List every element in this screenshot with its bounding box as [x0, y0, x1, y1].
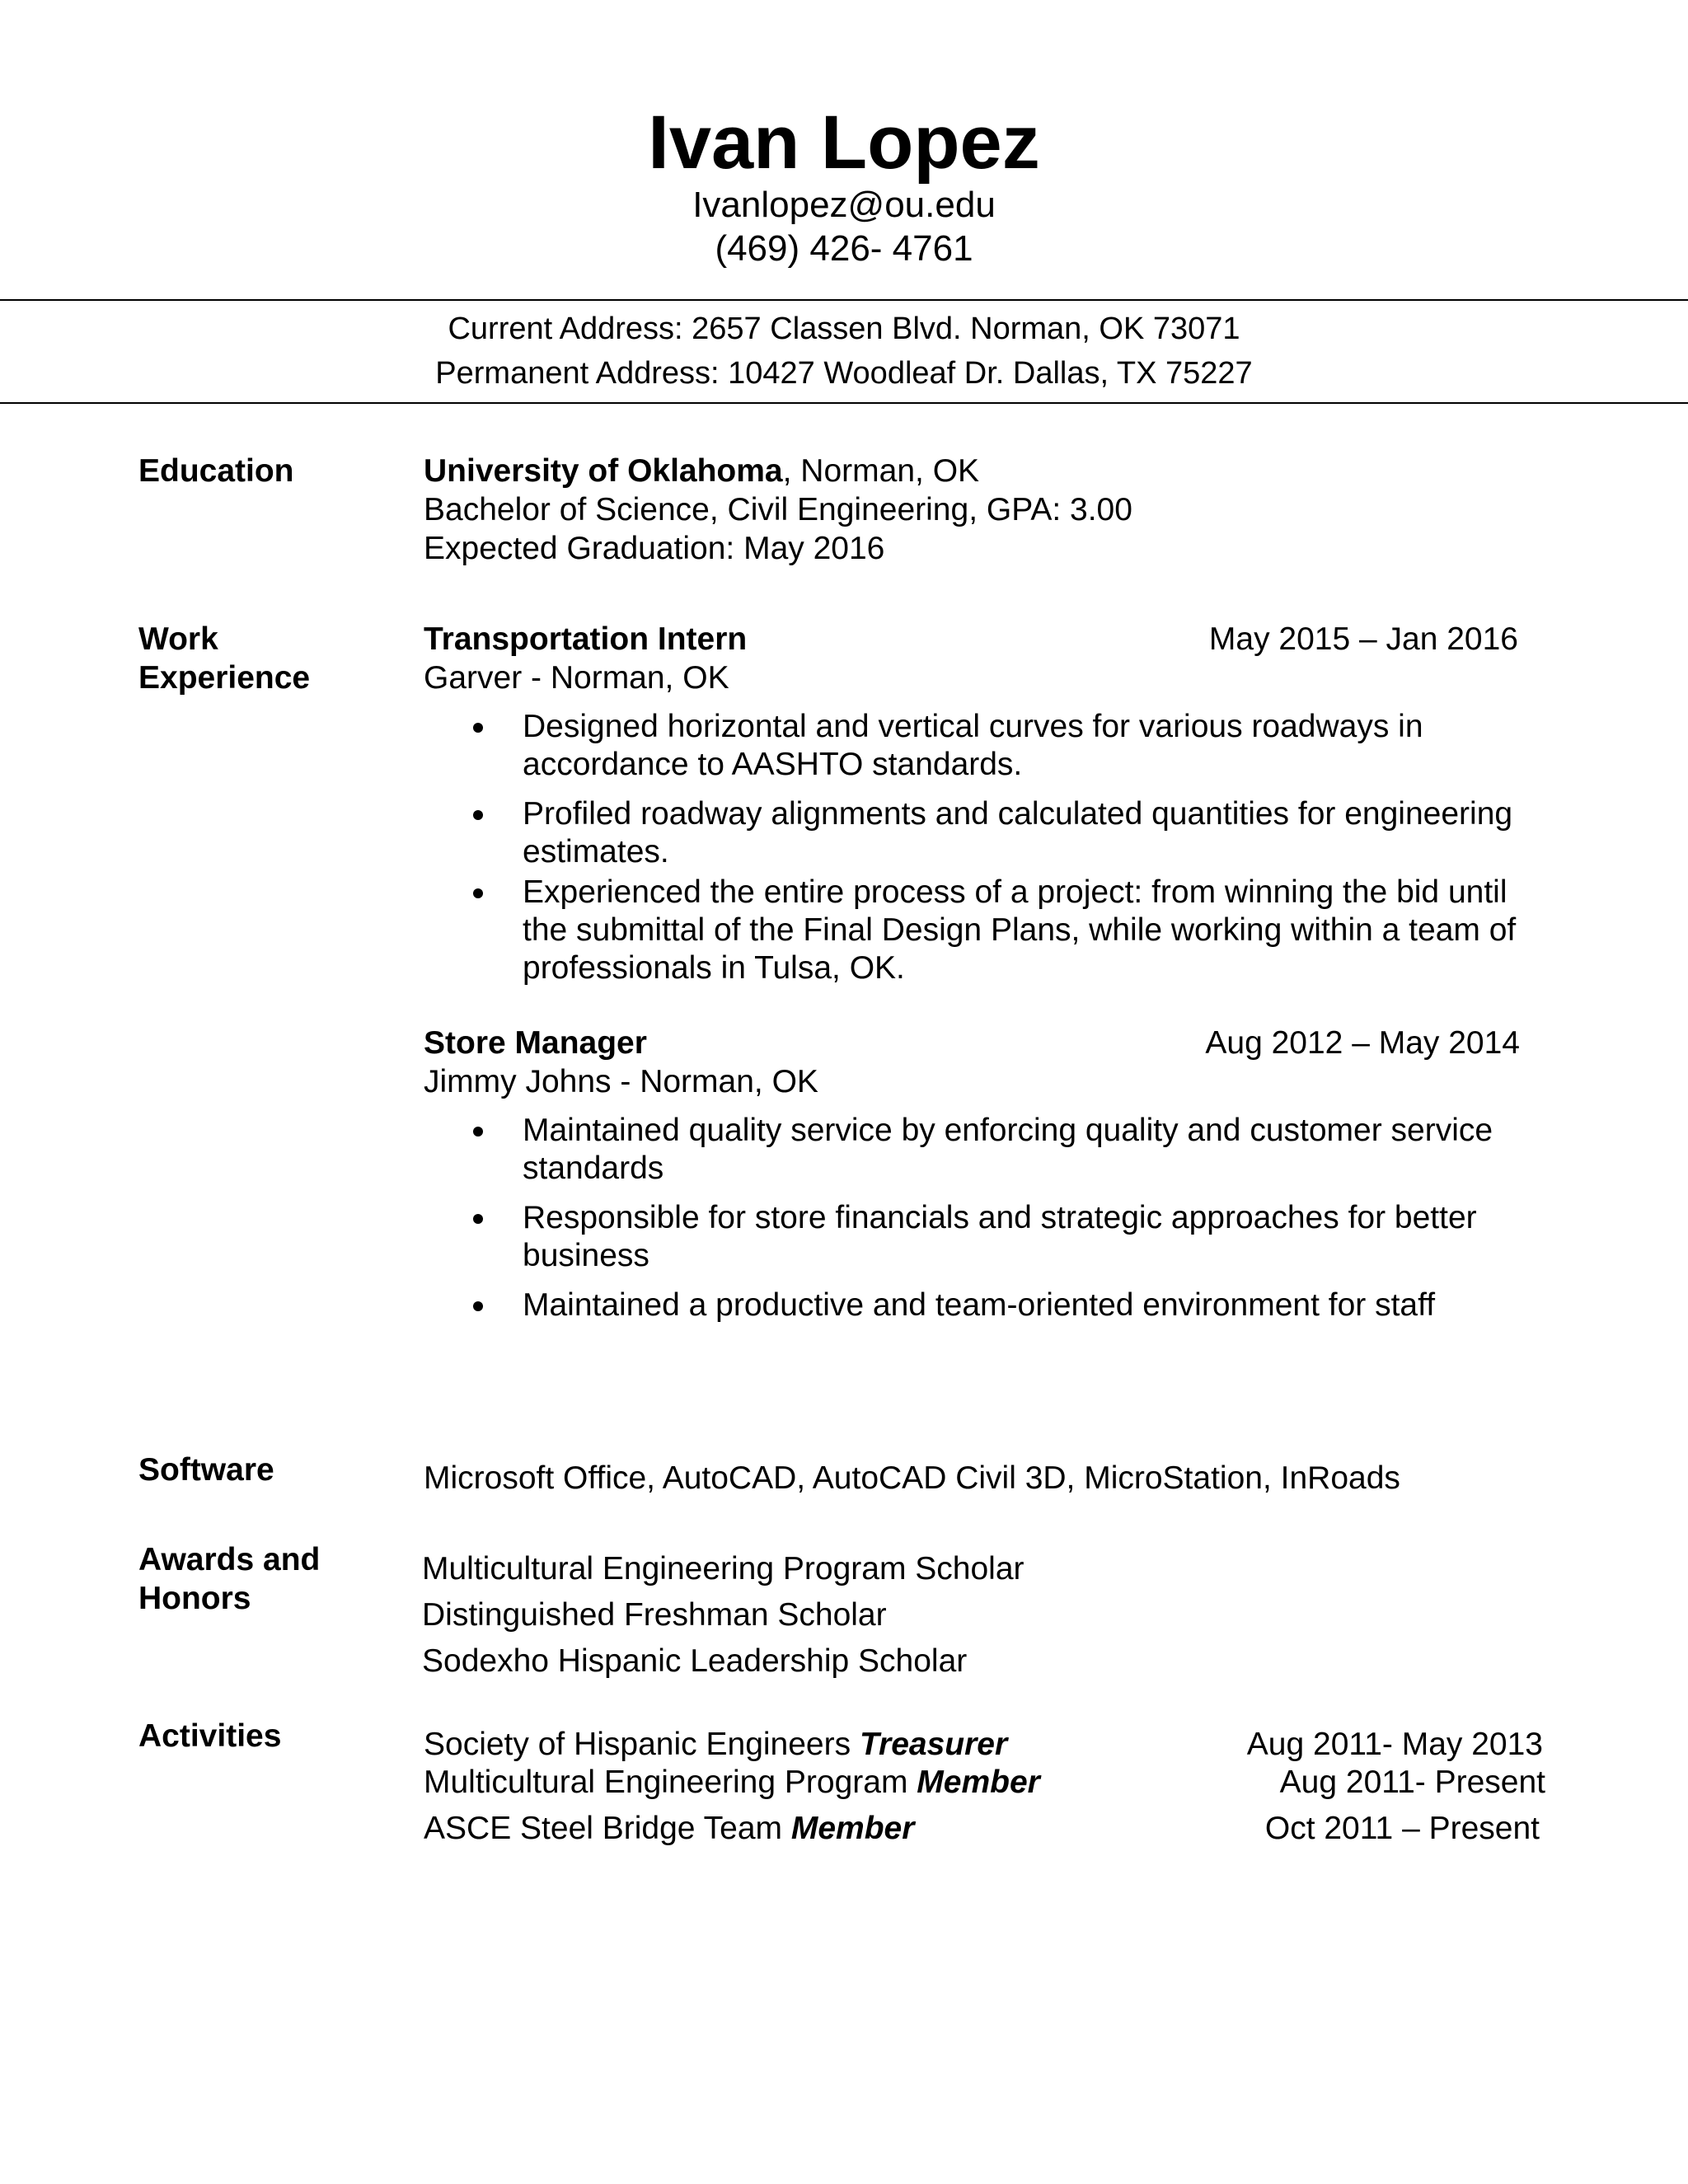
job-company: Jimmy Johns - Norman, OK [424, 1064, 818, 1099]
bullet-icon [473, 1301, 483, 1311]
job-dates: Aug 2012 – May 2014 [1205, 1025, 1520, 1061]
job-bullet-list [0, 1112, 1536, 1324]
candidate-name: Ivan Lopez [648, 101, 1040, 185]
bullet-text: Responsible for store financials and strategic approaches for better business [523, 1200, 1477, 1273]
section-label-activities: Activities [138, 1718, 282, 1754]
activity-role: Treasurer [859, 1727, 1008, 1762]
activity-dates: Oct 2011 – Present [1264, 1811, 1540, 1846]
graduation: Expected Graduation: May 2016 [424, 531, 885, 566]
list-item [0, 708, 1536, 784]
section-label-software: Software [138, 1452, 274, 1488]
bullet-icon [473, 723, 483, 733]
activity-dates: Aug 2011- Present [1279, 1765, 1545, 1800]
degree: Bachelor of Science, Civil Engineering, GPA: 3.00 [424, 492, 1132, 527]
list-item [0, 1286, 1536, 1324]
activity-dates: Aug 2011- May 2013 [1246, 1727, 1543, 1762]
activity-item [424, 1725, 1007, 1764]
bullet-icon [473, 1127, 483, 1137]
list-item: Sodexho Hispanic Leadership Scholar [422, 1643, 968, 1679]
school-name: University of Oklahoma [424, 453, 783, 489]
section-label-honors: Honors [138, 1581, 251, 1616]
permanent-address: Permanent Address: 10427 Woodleaf Dr. Dallas, TX 75227 [435, 356, 1253, 391]
header-divider-bottom [0, 402, 1688, 404]
school-location: , Norman, OK [782, 453, 980, 489]
bullet-text: Profiled roadway alignments and calculated quantities for engineering estimates. [523, 796, 1513, 869]
bullet-text: Designed horizontal and vertical curves for various roadways in accordance to AASHTO standards. [523, 709, 1423, 782]
list-item: Distinguished Freshman Scholar [422, 1597, 887, 1633]
job-title: Store Manager [424, 1025, 647, 1061]
job-title: Transportation Intern [424, 621, 748, 657]
section-label-awards: Awards and [138, 1542, 321, 1577]
current-address: Current Address: 2657 Classen Blvd. Norman, OK 73071 [448, 312, 1240, 346]
bullet-icon [473, 888, 483, 898]
bullet-icon [473, 810, 483, 820]
list-item [0, 1112, 1536, 1188]
list-item: Multicultural Engineering Program Scholar [422, 1551, 1025, 1586]
job-bullet-list [0, 708, 1536, 987]
education-school-line [424, 452, 979, 490]
activity-org: Society of Hispanic Engineers [424, 1727, 860, 1762]
activity-item [424, 1809, 914, 1848]
list-item [0, 874, 1536, 987]
activity-item [424, 1763, 1040, 1802]
bullet-text: Experienced the entire process of a project: from winning the bid until the submittal of the Final Design Plans, while working within a team of professionals in Tulsa, OK. [523, 874, 1517, 986]
list-item [0, 1199, 1536, 1275]
list-item [0, 795, 1536, 871]
phone: (469) 426- 4761 [715, 228, 973, 269]
bullet-text: Maintained quality service by enforcing quality and customer service standards [523, 1113, 1493, 1186]
activity-org: ASCE Steel Bridge Team [424, 1811, 791, 1846]
job-company: Garver - Norman, OK [424, 660, 729, 696]
activity-org: Multicultural Engineering Program [424, 1765, 917, 1800]
software-list: Microsoft Office, AutoCAD, AutoCAD Civil 3D, MicroStation, InRoads [424, 1460, 1400, 1496]
header-divider-top [0, 299, 1688, 301]
job-dates: May 2015 – Jan 2016 [1208, 621, 1518, 657]
section-label-experience: Experience [138, 660, 311, 696]
email: Ivanlopez@ou.edu [692, 185, 996, 225]
section-label-work: Work [138, 621, 218, 657]
activity-role: Member [917, 1765, 1040, 1800]
activity-role: Member [790, 1811, 915, 1846]
bullet-icon [473, 1214, 483, 1224]
section-label-education: Education [138, 453, 294, 489]
bullet-text: Maintained a productive and team-oriented environment for staff [523, 1287, 1436, 1323]
